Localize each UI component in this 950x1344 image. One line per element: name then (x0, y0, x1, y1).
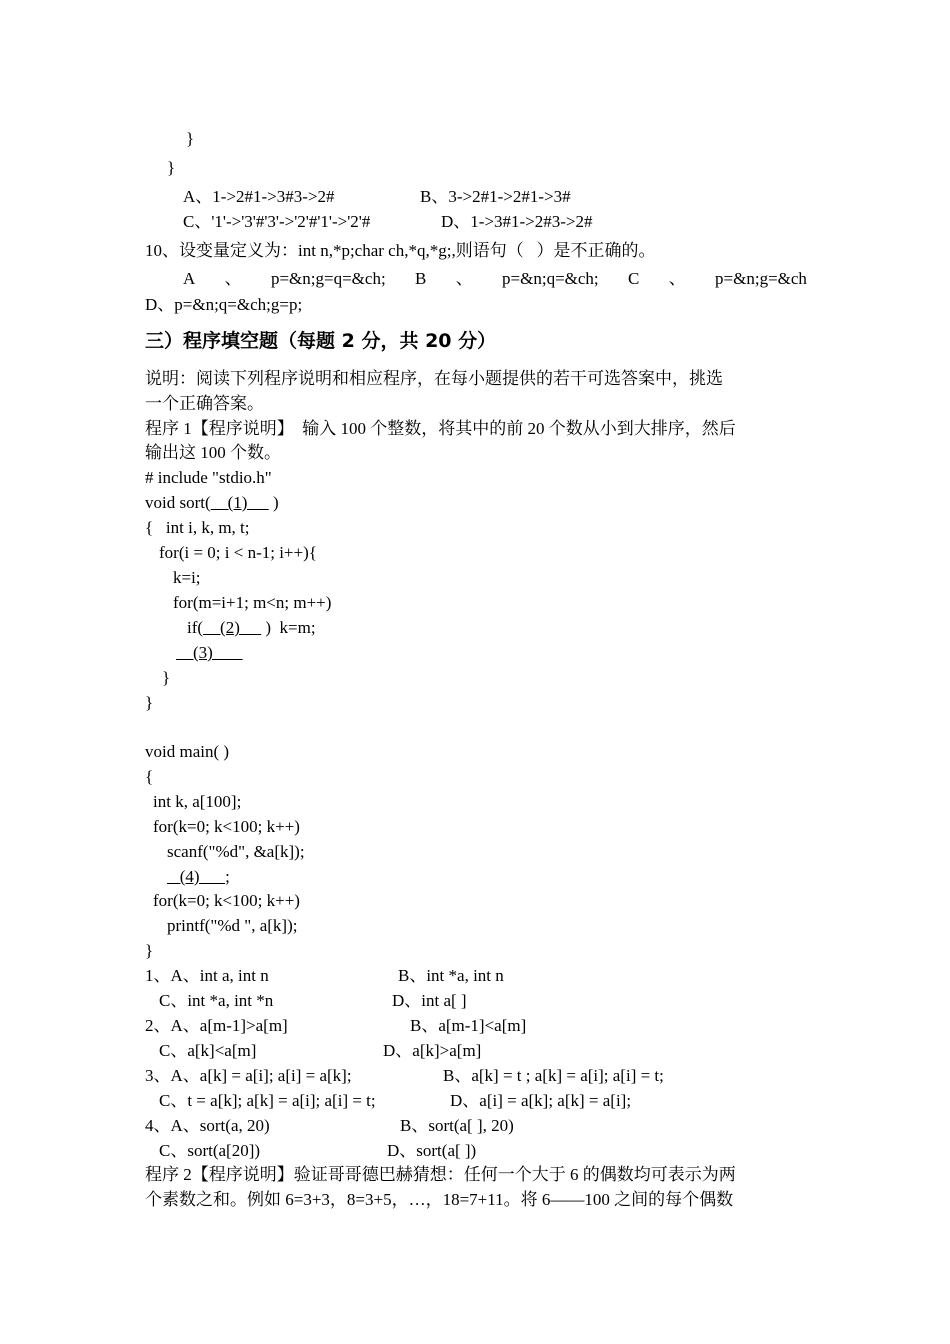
code-if (187, 617, 316, 639)
q10-c-letter: C (628, 269, 640, 288)
code-sort-header (145, 492, 279, 514)
program1-description-2: 输出这 100 个数。 (145, 443, 281, 462)
code-scanf: scanf("%d", &a[k]); (167, 842, 305, 861)
answer-2-c: C、a[k]<a[m] (159, 1041, 257, 1060)
answer-4-a: 4、A、sort(a, 20) (145, 1116, 270, 1135)
q10-b-letter: B (415, 269, 427, 288)
program2-description-2: 个素数之和。例如 6=3+3，8=3+5，…，18=7+11。将 6——100 之间的每个偶数 (145, 1190, 734, 1209)
code-close-brace: } (162, 668, 171, 687)
answer-4-c: C、sort(a[20]) (159, 1141, 261, 1160)
q10-option-d: D、p=&n;q=&ch;g=p; (145, 295, 303, 314)
q10-c-text: p=&n;g=&ch (715, 269, 807, 288)
answer-1-d: D、int a[ ] (392, 991, 467, 1010)
code-for-print: for(k=0; k<100; k++) (153, 891, 300, 910)
blank-3: (3) (176, 643, 243, 662)
code-close-brace: } (145, 693, 154, 712)
code-close-brace: } (186, 129, 195, 148)
code-main-header: void main( ) (145, 742, 230, 761)
q9-option-b: B、3->2#1->2#1->3# (420, 187, 571, 206)
answer-2-d: D、a[k]>a[m] (383, 1041, 482, 1060)
code-close-brace: } (145, 941, 154, 960)
answer-1-c: C、int *a, int *n (159, 991, 274, 1010)
code-declaration: { int i, k, m, t; (145, 518, 250, 537)
intro-line-1: 说明：阅读下列程序说明和相应程序，在每小题提供的若干可选答案中，挑选 (145, 369, 723, 388)
q10-b-text: p=&n;q=&ch; (502, 269, 599, 288)
code-open-brace: { (145, 767, 154, 786)
program2-description-1: 程序 2【程序说明】验证哥哥德巴赫猜想：任何一个大于 6 的偶数均可表示为两 (145, 1165, 736, 1184)
q9-option-d: D、1->3#1->2#3->2# (441, 212, 593, 231)
answer-4-d: D、sort(a[ ]) (387, 1141, 477, 1160)
code-main-declaration: int k, a[100]; (153, 792, 242, 811)
code-k-assign: k=i; (173, 568, 201, 587)
code-text: ) (268, 493, 279, 512)
answer-2-b: B、a[m-1]<a[m] (410, 1016, 527, 1035)
answer-2-a: 2、A、a[m-1]>a[m] (145, 1016, 288, 1035)
intro-line-2: 一个正确答案。 (145, 394, 264, 413)
code-text: if( (187, 618, 204, 637)
answer-4-b: B、sort(a[ ], 20) (400, 1116, 514, 1135)
program1-description-1: 程序 1【程序说明】 输入 100 个整数，将其中的前 20 个数从小到大排序，然后 (145, 419, 736, 438)
blank-4: (4) (167, 867, 226, 886)
code-include: # include "stdio.h" (145, 468, 272, 487)
answer-3-d: D、a[i] = a[k]; a[k] = a[i]; (450, 1091, 632, 1110)
code-printf: printf("%d ", a[k]); (167, 916, 298, 935)
q9-option-c: C、'1'->'3'#'3'->'2'#'1'->'2'# (183, 212, 371, 231)
q10-a-letter: A (183, 269, 196, 288)
code-text: void sort( (145, 493, 211, 512)
q10-options-row (145, 268, 807, 290)
code-text: ) k=m; (261, 618, 316, 637)
code-close-brace: } (167, 158, 176, 177)
answer-3-b: B、a[k] = t ; a[k] = a[i]; a[i] = t; (443, 1066, 664, 1085)
answer-3-c: C、t = a[k]; a[k] = a[i]; a[i] = t; (159, 1091, 376, 1110)
blank-2: (2) (203, 618, 262, 637)
q10-stem: 10、设变量定义为：int n,*p;char ch,*q,*g;,则语句（ ）是不正确的。 (145, 241, 656, 260)
answer-1-a: 1、A、int a, int n (145, 966, 269, 985)
answer-1-b: B、int *a, int n (398, 966, 504, 985)
code-for-m: for(m=i+1; m<n; m++) (173, 593, 332, 612)
q10-c-sep: 、 (668, 269, 686, 288)
code-for-i: for(i = 0; i < n-1; i++){ (159, 543, 317, 562)
q10-a-sep: 、 (224, 269, 242, 288)
section-title: 三）程序填空题（每题 2 分，共 20 分） (145, 330, 497, 352)
q10-b-sep: 、 (455, 269, 473, 288)
code-for-read: for(k=0; k<100; k++) (153, 817, 300, 836)
q9-option-a: A、1->2#1->3#3->2# (183, 187, 335, 206)
answer-3-a: 3、A、a[k] = a[i]; a[i] = a[k]; (145, 1066, 352, 1085)
code-blank-4-line (167, 866, 230, 888)
blank-1: (1) (210, 493, 269, 512)
q10-a-text: p=&n;g=q=&ch; (270, 269, 386, 288)
code-text: ; (225, 867, 230, 886)
